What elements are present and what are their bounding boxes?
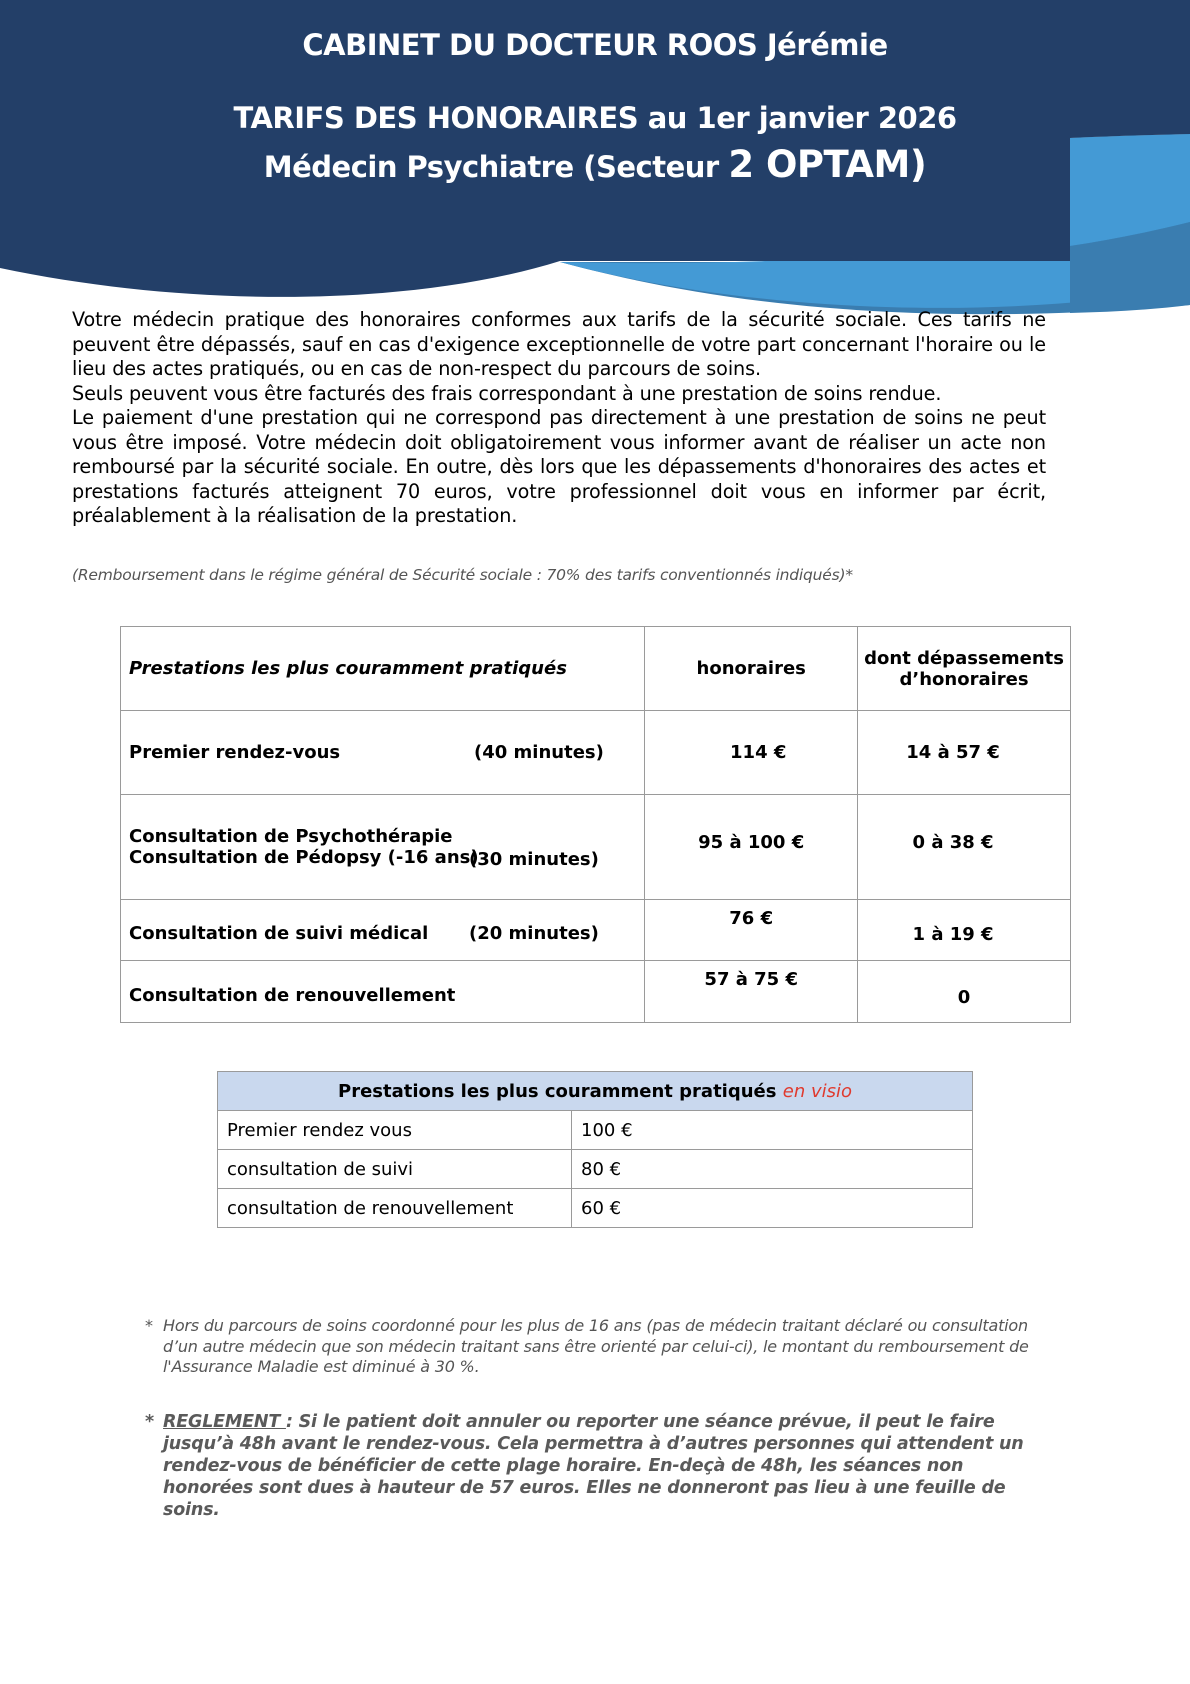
visio-service-cell: consultation de renouvellement <box>218 1189 572 1228</box>
intro-text-1: Votre médecin pratique des honoraires conformes aux tarifs de la sécurité sociale. Ces tarifs ne peuvent être dépassés, sauf en cas d'exigence exceptionnelle de votre part concernant l'horaire ou le lieu des actes pratiqués, ou en cas de non-respect du parcours de soins. <box>72 308 1046 380</box>
table-row <box>218 1111 973 1150</box>
footnote-star: * <box>145 1412 154 1432</box>
reimbursement-note: (Remboursement dans le régime général de Sécurité sociale : 70% des tarifs conventionnés indiqués)* <box>72 566 853 584</box>
duration: (30 minutes) <box>469 849 599 870</box>
intro-paragraph <box>72 308 1046 529</box>
fees-table-header <box>121 627 1071 711</box>
fees-cell: 57 à 75 € <box>645 961 858 1023</box>
header-services: Prestations les plus couramment pratiqués <box>121 627 645 711</box>
visio-price-cell: 100 € <box>572 1111 973 1150</box>
service-cell: Premier rendez-vous (40 minutes) <box>121 711 645 795</box>
footnote-star: * <box>145 1316 153 1335</box>
overrun-cell: 0 à 38 € <box>858 795 1071 900</box>
fees-cell: 76 € <box>645 900 858 961</box>
visio-price-cell: 60 € <box>572 1189 973 1228</box>
service-cell: Consultation de suivi médical (20 minutes) <box>121 900 645 961</box>
overrun-cell: 1 à 19 € <box>858 900 1071 961</box>
fees-cell: 114 € <box>645 711 858 795</box>
table-row <box>218 1189 973 1228</box>
table-row <box>121 711 1071 795</box>
fees-cell: 95 à 100 € <box>645 795 858 900</box>
service-cell: Consultation de Psychothérapie Consultation de Pédopsy (-16 ans) (30 minutes) <box>121 795 645 900</box>
visio-service-cell: Premier rendez vous <box>218 1111 572 1150</box>
cabinet-title: CABINET DU DOCTEUR ROOS Jérémie <box>302 28 888 62</box>
header-fees: honoraires <box>645 627 858 711</box>
overrun-cell: 14 à 57 € <box>858 711 1071 795</box>
intro-text-3: Le paiement d'une prestation qui ne correspond pas directement à une prestation de soins ne peut vous être imposé. Votre médecin doit obligatoirement vous informer avant de réaliser un acte non remboursé par la sécurité sociale. En outre, dès lors que les dépassements d'honoraires des actes et prestations facturés atteignent 70 euros, votre professionnel doit vous en informer par écrit, préalablement à la réalisation de la prestation. <box>72 406 1046 527</box>
visio-table-header <box>218 1072 973 1111</box>
footnote-payment-rules: * REGLEMENT : Si le patient doit annuler ou reporter une séance prévue, il peut le faire jusqu’à 48h avant le rendez-vous. Cela permettra à d’autres personnes qui attendent un rendez-vous de bénéficier de cette plage horaire. En-deçà de 48h, les séances non honorées sont dues à hauteur de 57 euros. Elles ne donneront pas lieu à une feuille de soins. <box>145 1412 1024 1520</box>
visio-highlight: en visio <box>782 1080 852 1102</box>
specialty-title: Médecin Psychiatre (Secteur 2 OPTAM) <box>263 143 927 186</box>
overrun-cell: 0 <box>858 961 1071 1023</box>
intro-text-2: Seuls peuvent vous être facturés des frais correspondant à une prestation de soins rendue. <box>72 381 942 405</box>
service-cell: Consultation de renouvellement <box>121 961 645 1023</box>
visio-header-cell: Prestations les plus couramment pratiqués en visio <box>218 1072 973 1111</box>
duration: (40 minutes) <box>474 742 604 763</box>
header-overrun: dont dépassements d’honoraires <box>858 627 1071 711</box>
table-row <box>218 1150 973 1189</box>
visio-service-cell: consultation de suivi <box>218 1150 572 1189</box>
duration: (20 minutes) <box>469 922 599 944</box>
sector-label: 2 OPTAM) <box>728 143 927 186</box>
footnote-coordinated-care: * Hors du parcours de soins coordonné pour les plus de 16 ans (pas de médecin traitant déclaré ou consultation d’un autre médecin que son médecin traitant sans être orienté par celui-ci), le montant du remboursement de l'Assurance Maladie est diminué à 30 %. <box>145 1316 1029 1376</box>
table-row <box>121 795 1071 900</box>
fees-table <box>120 626 1071 1023</box>
reglement-label: REGLEMENT <box>163 1412 286 1432</box>
tariffs-title: TARIFS DES HONORAIRES au 1er janvier 2026 <box>233 101 957 135</box>
table-row <box>121 900 1071 961</box>
visio-price-cell: 80 € <box>572 1150 973 1189</box>
visio-fees-table <box>217 1071 973 1228</box>
table-row <box>121 961 1071 1023</box>
